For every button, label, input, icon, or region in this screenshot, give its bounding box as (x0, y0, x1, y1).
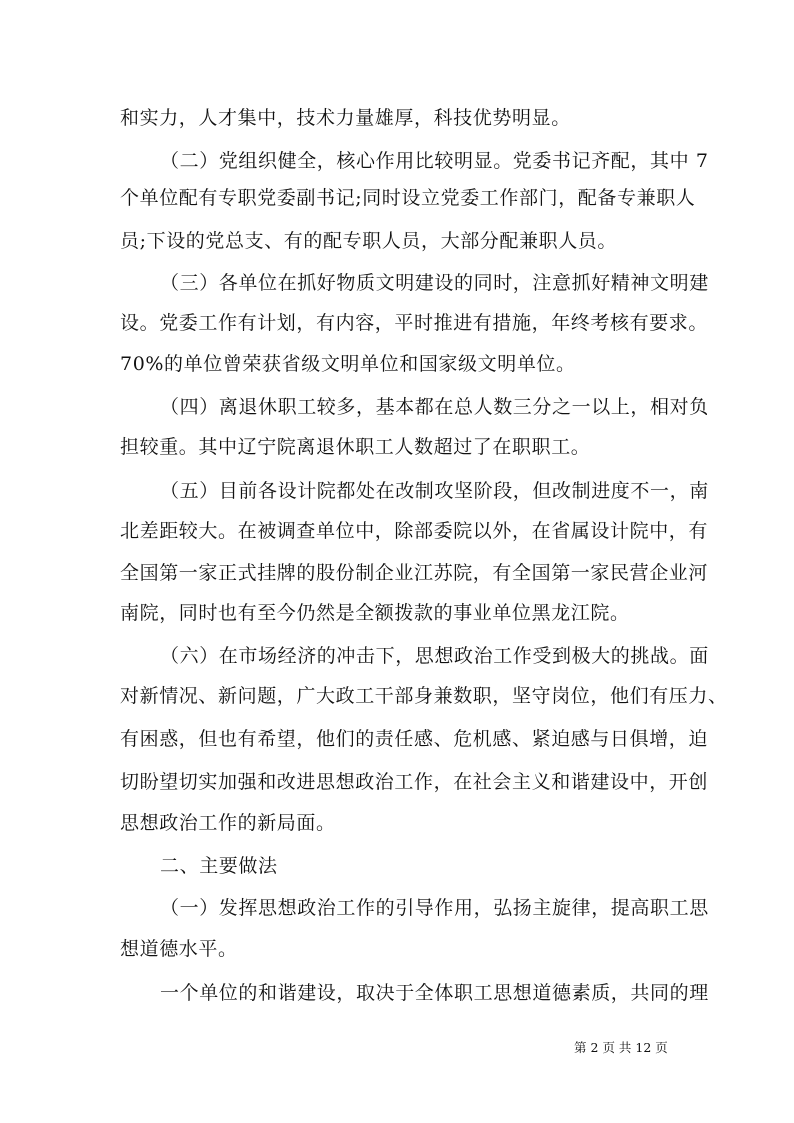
paragraph-line: 个单位配有专职党委副书记;同时设立党委工作部门，配备专兼职人 (120, 187, 696, 209)
paragraph-line: 和实力，人才集中，技术力量雄厚，科技优势明显。 (120, 107, 571, 129)
paragraph-line: （一）发挥思想政治工作的引导作用，弘扬主旋律，提高职工思 (160, 897, 709, 919)
section-heading: 二、主要做法 (160, 855, 278, 877)
paragraph-line: 担较重。其中辽宁院离退休职工人数超过了在职职工。 (120, 436, 591, 458)
page-number-middle: 页 共 (602, 1040, 632, 1055)
paragraph-line: 北差距较大。在被调查单位中，除部委院以外，在省属设计院中，有 (120, 520, 709, 542)
paragraph-line: （五）目前各设计院都处在改制攻坚阶段，但改制进度不一，南 (160, 480, 709, 502)
paragraph-line: 员;下设的党总支、有的配专职人员，大部分配兼职人员。 (120, 230, 618, 252)
paragraph-line: 全国第一家正式挂牌的股份制企业江苏院，有全国第一家民营企业河 (120, 562, 709, 584)
paragraph-line: 思想政治工作的新局面。 (120, 812, 336, 834)
page-number-current: 2 (590, 1040, 599, 1055)
page-number-suffix: 页 (655, 1040, 668, 1055)
page-number (574, 1040, 668, 1056)
paragraph-line: 南院，同时也有至今仍然是全额拨款的事业单位黑龙江院。 (120, 602, 630, 624)
paragraph-line: （三）各单位在抓好物质文明建设的同时，注意抓好精神文明建 (160, 272, 709, 294)
page-number-total: 12 (635, 1040, 652, 1055)
paragraph-line: （四）离退休职工较多，基本都在总人数三分之一以上，相对负 (160, 396, 709, 418)
paragraph-line: 70%的单位曾荣获省级文明单位和国家级文明单位。 (120, 353, 576, 375)
paragraph-line: 一个单位的和谐建设，取决于全体职工思想道德素质，共同的理 (160, 982, 709, 1004)
paragraph-line: 有困惑，但也有希望，他们的责任感、危机感、紧迫感与日俱增，迫 (120, 728, 709, 750)
paragraph-line: （二）党组织健全，核心作用比较明显。党委书记齐配，其中 7 (160, 150, 709, 172)
paragraph-line: 想道德水平。 (120, 938, 238, 960)
paragraph-line: 切盼望切实加强和改进思想政治工作，在社会主义和谐建设中，开创 (120, 771, 709, 793)
paragraph-line: 对新情况、新问题，广大政工干部身兼数职，坚守岗位，他们有压力、 (120, 685, 728, 707)
paragraph-line: （六）在市场经济的冲击下，思想政治工作受到极大的挑战。面 (160, 645, 709, 667)
page-number-prefix: 第 (574, 1040, 587, 1055)
paragraph-line: 设。党委工作有计划，有内容，平时推进有措施，年终考核有要求。 (120, 312, 709, 334)
